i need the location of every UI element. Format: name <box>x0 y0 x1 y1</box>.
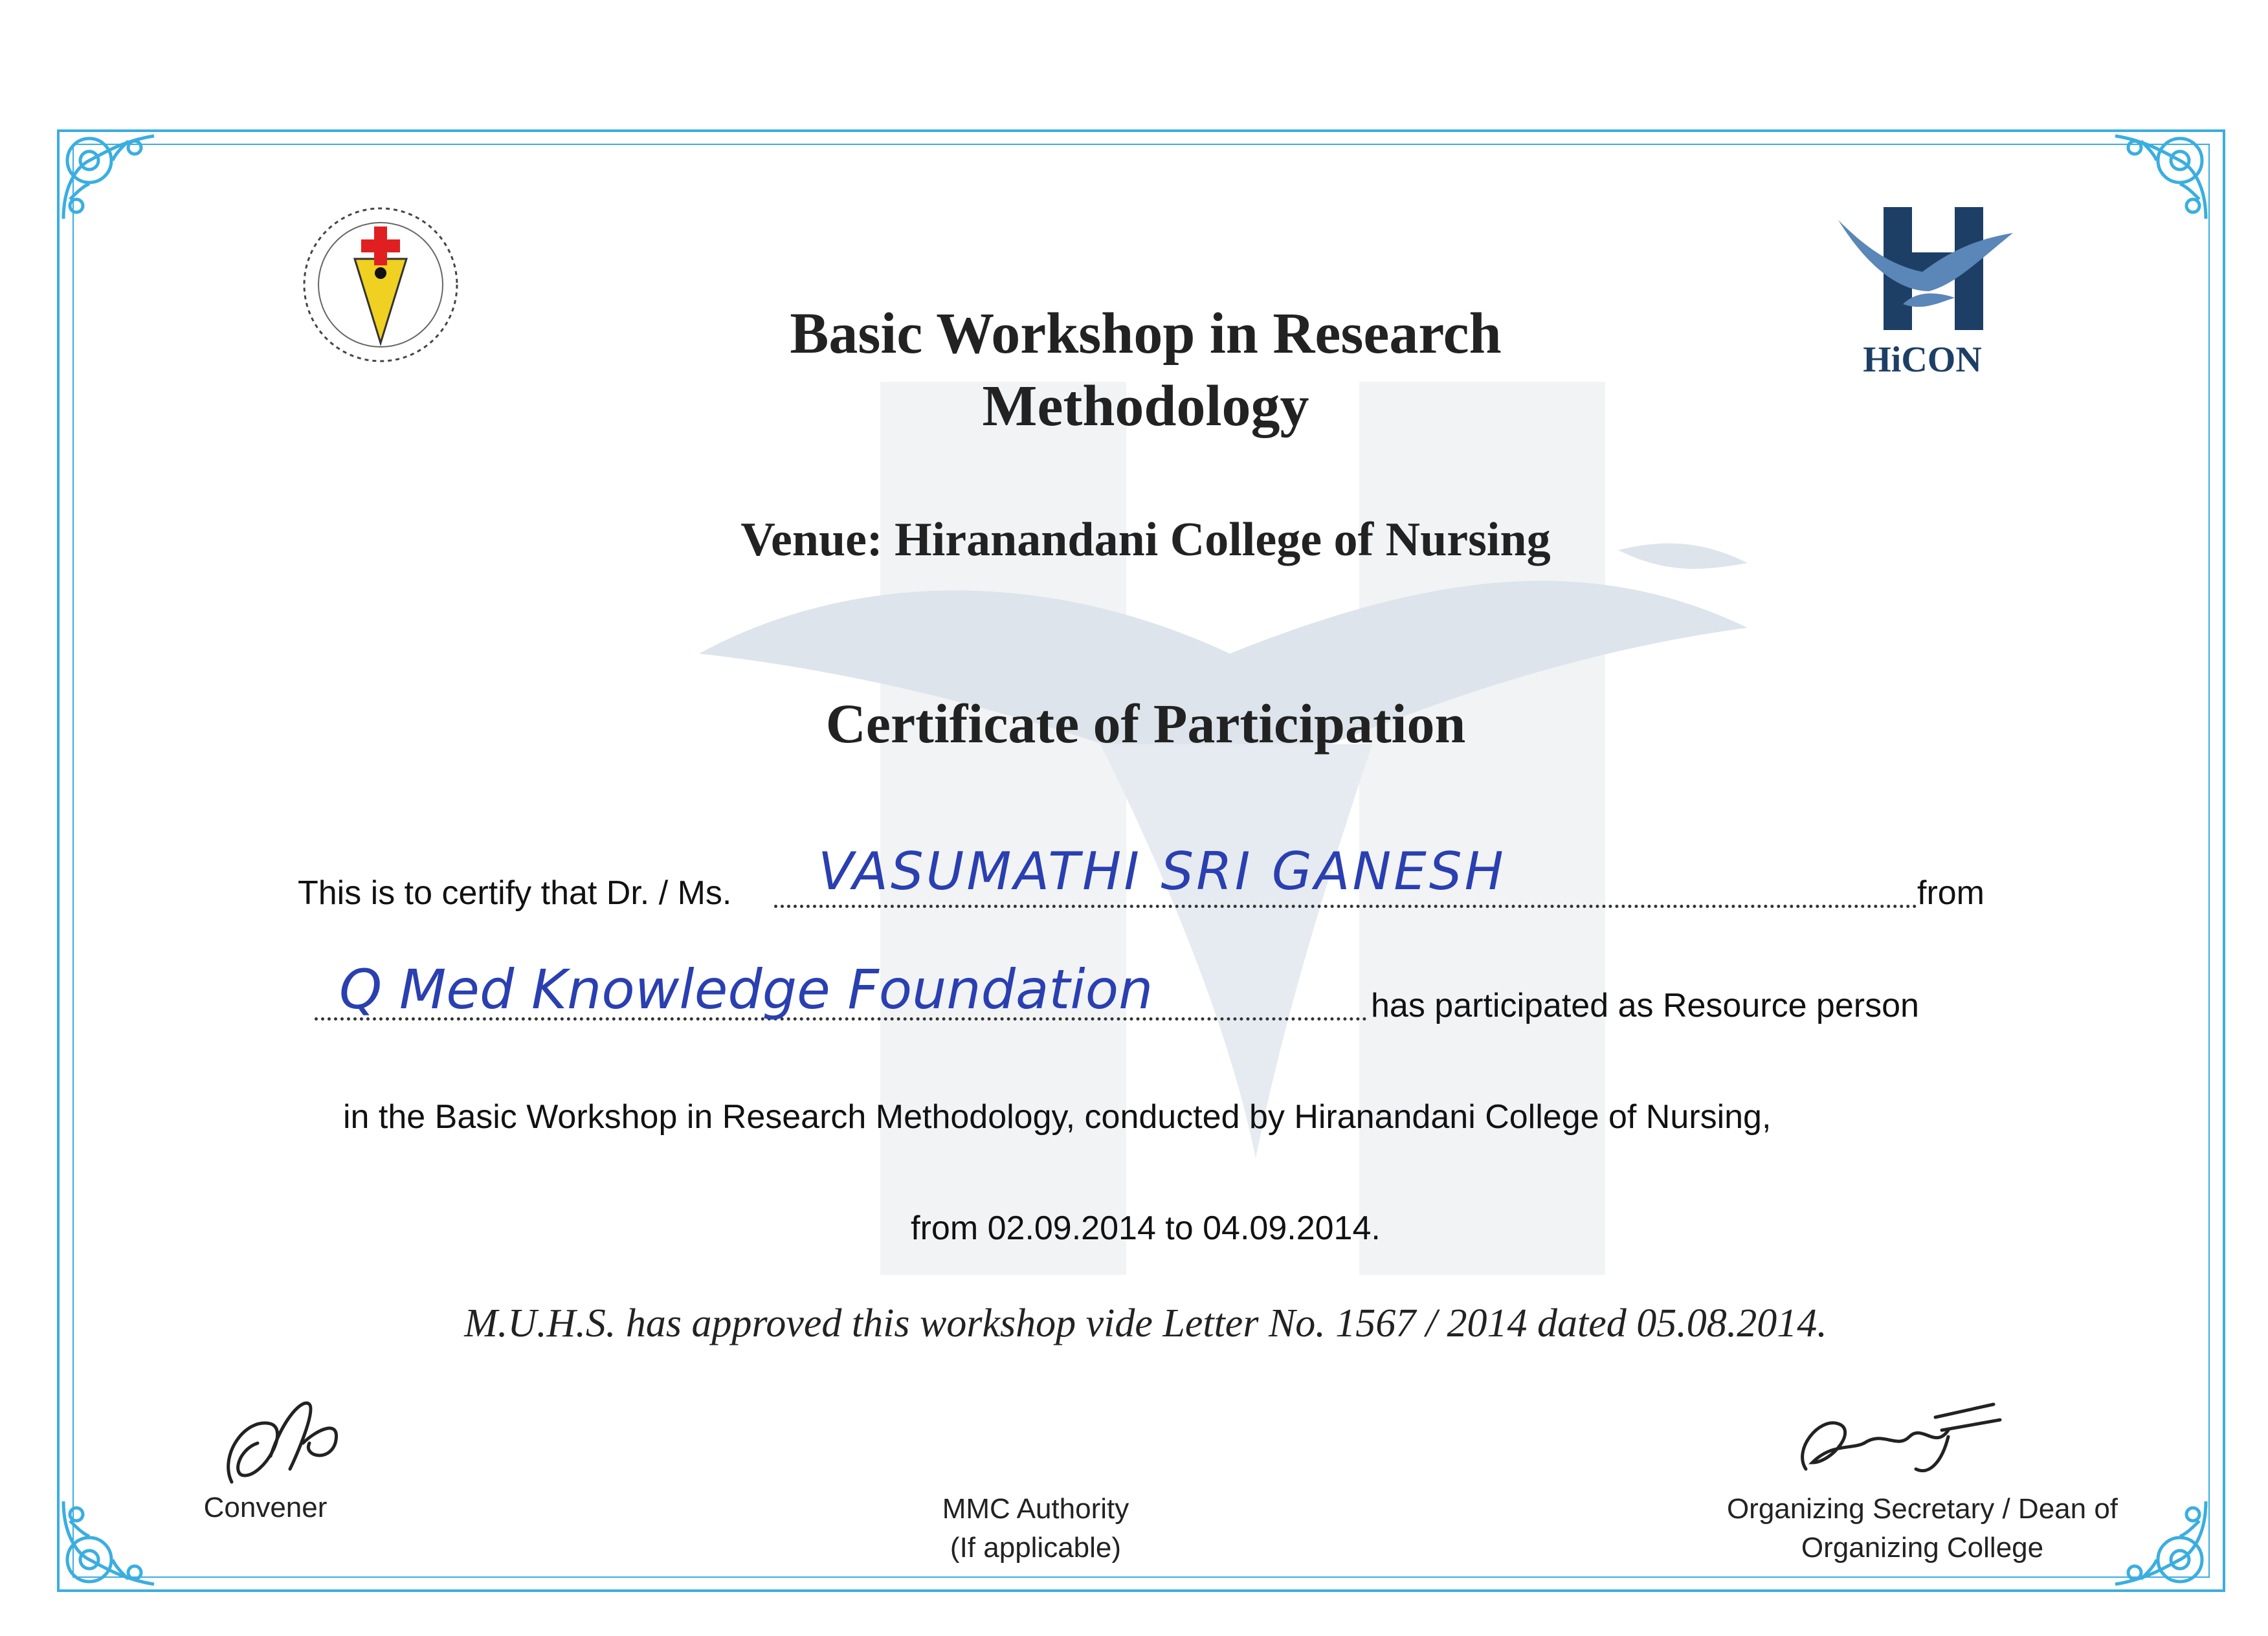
hicon-logo <box>1825 194 2019 382</box>
participant-name: VASUMATHI SRI GANESH <box>818 841 1506 901</box>
workshop-dates: from 02.09.2014 to 04.09.2014. <box>911 1210 1381 1247</box>
corner-ornament-icon <box>2102 122 2219 238</box>
name-dotted-line <box>774 905 1917 908</box>
workshop-title <box>647 298 1644 443</box>
organizer-label <box>1657 1490 2188 1567</box>
corner-ornament-icon <box>50 122 167 238</box>
workshop-statement: in the Basic Workshop in Research Methodology, conducted by Hiranandani College of Nursing, <box>343 1098 1772 1136</box>
mmc-authority-label <box>880 1490 1191 1567</box>
participation-role: has participated as Resource person <box>1371 987 1919 1024</box>
venue-heading: Venue: Hiranandani College of Nursing <box>740 513 1551 566</box>
mmc-label-line-2: (If applicable) <box>950 1532 1122 1564</box>
organizer-label-line-2: Organizing College <box>1801 1532 2044 1564</box>
hicon-bird-icon <box>1825 194 2019 343</box>
title-line-1: Basic Workshop in Research <box>790 302 1502 366</box>
organizer-label-line-1: Organizing Secretary / Dean of <box>1726 1493 2118 1525</box>
participant-organization: Q Med Knowledge Foundation <box>339 958 1153 1021</box>
hicon-text: HiCON <box>1863 340 1982 380</box>
title-line-2: Methodology <box>982 374 1309 438</box>
muhs-emblem-icon <box>290 194 471 375</box>
certify-prefix: This is to certify that Dr. / Ms. <box>298 874 732 912</box>
convener-label: Convener <box>203 1492 328 1523</box>
certificate-title: Certificate of Participation <box>825 692 1466 755</box>
mmc-label-line-1: MMC Authority <box>942 1493 1129 1525</box>
corner-ornament-icon <box>50 1482 167 1598</box>
approval-statement: M.U.H.S. has approved this workshop vide Letter No. 1567 / 2014 dated 05.08.2014. <box>464 1301 1827 1345</box>
organizer-signature-icon <box>1786 1391 2007 1488</box>
from-label: from <box>1917 874 1984 912</box>
